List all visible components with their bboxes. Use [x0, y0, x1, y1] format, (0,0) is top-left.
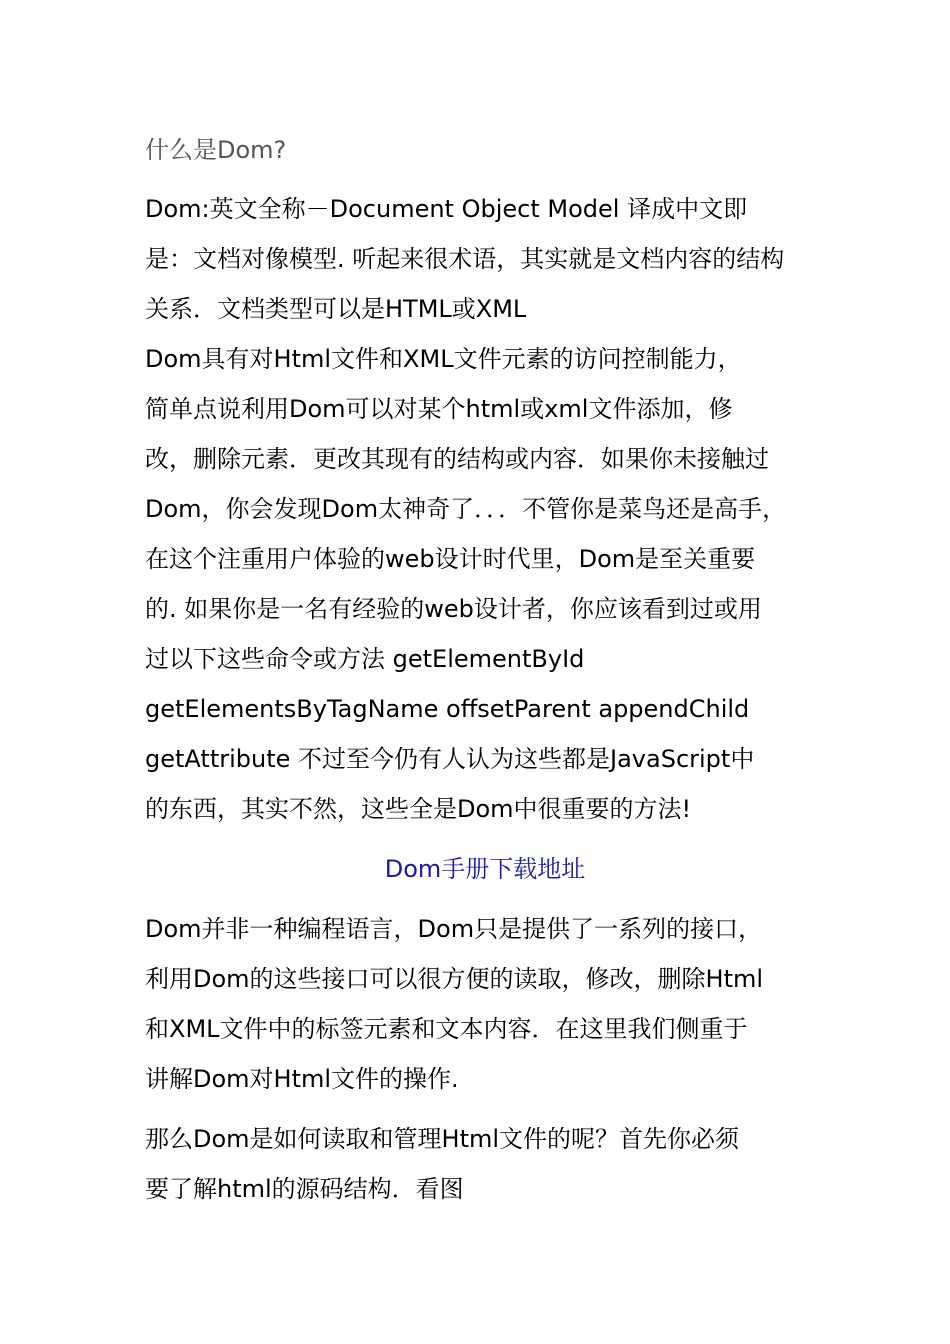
- section-heading: 什么是Dom?: [145, 136, 287, 164]
- text-line: 关系．文档类型可以是HTML或XML: [145, 295, 527, 323]
- text-line: 讲解Dom对Html文件的操作.: [145, 1065, 459, 1093]
- text-line: Dom并非一种编程语言，Dom只是提供了一系列的接口，: [145, 915, 763, 943]
- paragraph-capabilities: [145, 334, 825, 834]
- text-line: getElementsByTagName offsetParent appendChild: [145, 695, 750, 723]
- text-line: Dom具有对Html文件和XML文件元素的访问控制能力，: [145, 345, 742, 373]
- text-line: 和XML文件中的标签元素和文本内容．在这里我们侧重于: [145, 1015, 748, 1043]
- text-line: 简单点说利用Dom可以对某个html或xml文件添加，修: [145, 395, 733, 423]
- text-line: 改，删除元素．更改其现有的结构或内容．如果你未接触过: [145, 445, 769, 473]
- text-line: 过以下这些命令或方法 getElementById: [145, 645, 585, 673]
- document-page: [145, 128, 825, 1214]
- text-line: 利用Dom的这些接口可以很方便的读取，修改，删除Html: [145, 965, 764, 993]
- spacer: [145, 894, 825, 904]
- text-line: 的东西，其实不然，这些全是Dom中很重要的方法!: [145, 795, 692, 823]
- text-line: Dom:英文全称－Document Object Model 译成中文即: [145, 195, 748, 223]
- text-line: 是：文档对像模型. 听起来很术语，其实就是文档内容的结构: [145, 245, 785, 273]
- text-line: 要了解html的源码结构．看图: [145, 1175, 464, 1203]
- paragraph-definition: [145, 184, 825, 334]
- dom-manual-download-link[interactable]: Dom手册下载地址: [384, 855, 586, 883]
- text-line: 的. 如果你是一名有经验的web设计者，你应该看到过或用: [145, 595, 762, 623]
- text-line: 在这个注重用户体验的web设计时代里，Dom是至关重要: [145, 545, 756, 573]
- spacer: [145, 1104, 825, 1114]
- download-link-row: [145, 844, 825, 894]
- paragraph-structure: [145, 1114, 825, 1214]
- spacer: [145, 834, 825, 844]
- text-line: getAttribute 不过至今仍有人认为这些都是JavaScript中: [145, 745, 755, 773]
- text-line: 那么Dom是如何读取和管理Html文件的呢？首先你必须: [145, 1125, 740, 1153]
- paragraph-interfaces: [145, 904, 825, 1104]
- text-line: Dom，你会发现Dom太神奇了．．．不管你是菜鸟还是高手，: [145, 495, 787, 523]
